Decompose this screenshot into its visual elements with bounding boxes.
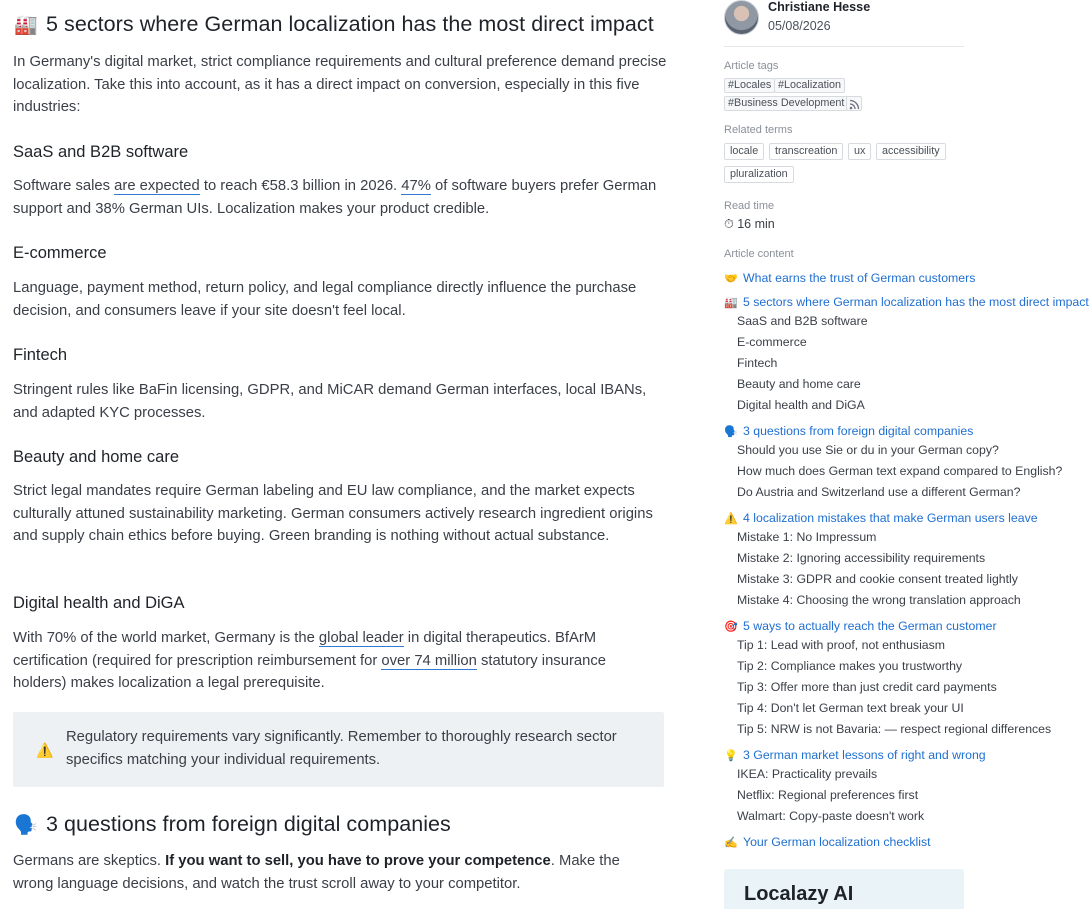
toc-item-lessons[interactable]: 💡 3 German market lessons of right and wrong (724, 748, 986, 762)
publish-date: 05/08/2026 (768, 19, 831, 33)
toc-item-trust[interactable]: 🤝 What earns the trust of German customers (724, 271, 976, 285)
toc-label: Article content (724, 248, 794, 260)
warning-icon: ⚠️ (36, 742, 54, 758)
link-are-expected[interactable]: are expected (114, 178, 200, 194)
toc-item-checklist[interactable]: ✍️ Your German localization checklist (724, 835, 931, 849)
toc-item-ways[interactable]: 🎯 5 ways to actually reach the German customer (724, 619, 997, 633)
tags-label: Article tags (724, 60, 779, 72)
tag-business-development[interactable]: #Business Development (724, 96, 848, 111)
toc-subitem[interactable]: Mistake 2: Ignoring accessibility requirements (737, 551, 986, 565)
factory-icon: 🏭 (724, 297, 738, 309)
toc-subitem[interactable]: Fintech (737, 356, 778, 370)
callout-text: Regulatory requirements vary significantly. Remember to thoroughly research sector specifics matching your individual requirements. (66, 729, 617, 768)
writing-hand-icon: ✍️ (724, 837, 738, 849)
tag-locales[interactable]: #Locales (724, 78, 775, 93)
section-heading-questions: 🗣️ 3 questions from foreign digital companies (14, 812, 451, 836)
toc-subitem[interactable]: Walmart: Copy-paste doesn't work (737, 809, 925, 823)
term-accessibility[interactable]: accessibility (876, 143, 946, 160)
sector-heading-fintech: Fintech (13, 346, 68, 364)
toc-subitem[interactable]: SaaS and B2B software (737, 314, 868, 328)
toc-subitem[interactable]: Tip 3: Offer more than just credit card payments (737, 680, 997, 694)
toc-item-sectors[interactable]: 🏭 5 sectors where German localization has the most direct impact (724, 295, 1089, 309)
sector-heading-beauty: Beauty and home care (13, 448, 180, 466)
lightbulb-icon: 💡 (724, 750, 738, 762)
sector-text-saas: Software sales are expected to reach €58.3 billion in 2026. 47% of software buyers prefer German support and 38% German UIs. Localization makes your product credible. (13, 178, 657, 217)
speaking-head-icon: 🗣️ (724, 426, 738, 438)
section-questions-text: Germans are skeptics. If you want to sell, you have to prove your competence. Make the wrong language decisions, and watch the trust scroll away to your competitor. (13, 853, 620, 892)
speaking-head-icon: 🗣️ (14, 815, 38, 836)
sector-text-beauty: Strict legal mandates require German labeling and EU law compliance, and the market expects culturally attuned sustainability marketing. German consumers actively research ingredient origins and supply chain ethics before buying. Green branding is nothing without actual substance. (13, 483, 653, 545)
toc-subitem[interactable]: Digital health and DiGA (737, 398, 865, 412)
sector-text-health: With 70% of the world market, Germany is the global leader in digital therapeutics. BfArM certification (required for prescription reimbursement for over 74 million statutory insurance holders) makes localization a legal prerequisite. (13, 630, 606, 692)
link-over-74-million[interactable]: over 74 million (381, 652, 477, 669)
link-global-leader[interactable]: global leader (318, 630, 404, 646)
read-time-label: Read time (724, 200, 775, 212)
divider (724, 46, 964, 47)
term-transcreation[interactable]: transcreation (769, 143, 843, 160)
toc-subitem[interactable]: Mistake 3: GDPR and cookie consent treated lightly (737, 572, 1018, 586)
toc-subitem[interactable]: E-commerce (737, 335, 807, 349)
author-avatar[interactable] (724, 0, 759, 35)
sector-text-fintech: Stringent rules like BaFin licensing, GDPR, and MiCAR demand German interfaces, local IBANs, and adapted KYC processes. (13, 382, 647, 421)
toc-subitem[interactable]: Tip 1: Lead with proof, not enthusiasm (737, 638, 946, 652)
toc-subitem[interactable]: Tip 5: NRW is not Bavaria: — respect regional differences (737, 722, 1052, 736)
target-icon: 🎯 (724, 621, 738, 633)
toc-item-questions[interactable]: 🗣️ 3 questions from foreign digital companies (724, 424, 974, 438)
warning-callout (13, 712, 664, 787)
sector-heading-health: Digital health and DiGA (13, 594, 185, 612)
author-name[interactable]: Christiane Hesse (768, 0, 871, 14)
terms-label: Related terms (724, 124, 793, 136)
toc-subitem[interactable]: Should you use Sie or du in your German copy? (737, 443, 999, 457)
sector-heading-saas: SaaS and B2B software (13, 143, 189, 161)
term-locale[interactable]: locale (724, 143, 764, 160)
term-ux[interactable]: ux (848, 143, 871, 160)
toc-subitem[interactable]: Netflix: Regional preferences first (737, 788, 919, 802)
link-47-percent[interactable]: 47% (401, 178, 431, 194)
toc-subitem[interactable]: Tip 2: Compliance makes you trustworthy (737, 659, 963, 673)
rss-icon[interactable] (846, 96, 862, 111)
toc-item-mistakes[interactable]: ⚠️ 4 localization mistakes that make German users leave (724, 511, 1038, 525)
toc-subitem[interactable]: How much does German text expand compared to English? (737, 464, 1063, 478)
promo-banner[interactable] (724, 869, 964, 909)
tag-localization[interactable]: #Localization (774, 78, 845, 93)
promo-title: Localazy AI (744, 883, 854, 905)
section-heading-sectors: 🏭 5 sectors where German localization has the most direct impact (14, 12, 654, 36)
sector-text-ecommerce: Language, payment method, return policy, and legal compliance directly influence the purchase decision, and consumers leave if your site doesn't feel local. (13, 280, 637, 319)
section-intro: In Germany's digital market, strict compliance requirements and cultural preference demand precise localization. Take this into account, as it has a direct impact on conversion, especially in this five industries: (13, 54, 667, 116)
term-pluralization[interactable]: pluralization (724, 166, 794, 183)
toc-subitem[interactable]: Beauty and home care (737, 377, 861, 391)
toc-subitem[interactable]: Mistake 4: Choosing the wrong translation approach (737, 593, 1021, 607)
toc-subitem[interactable]: IKEA: Practicality prevails (737, 767, 878, 781)
handshake-icon: 🤝 (724, 273, 738, 285)
toc-subitem[interactable]: Tip 4: Don't let German text break your UI (737, 701, 964, 715)
read-time: ⏱ 16 min (724, 217, 775, 231)
toc-subitem[interactable]: Do Austria and Switzerland use a different German? (737, 485, 1021, 499)
warning-icon: ⚠️ (724, 513, 738, 525)
factory-icon: 🏭 (14, 15, 38, 36)
article-sidebar (724, 0, 1089, 905)
toc-subitem[interactable]: Mistake 1: No Impressum (737, 530, 877, 544)
sector-heading-ecommerce: E-commerce (13, 244, 107, 262)
